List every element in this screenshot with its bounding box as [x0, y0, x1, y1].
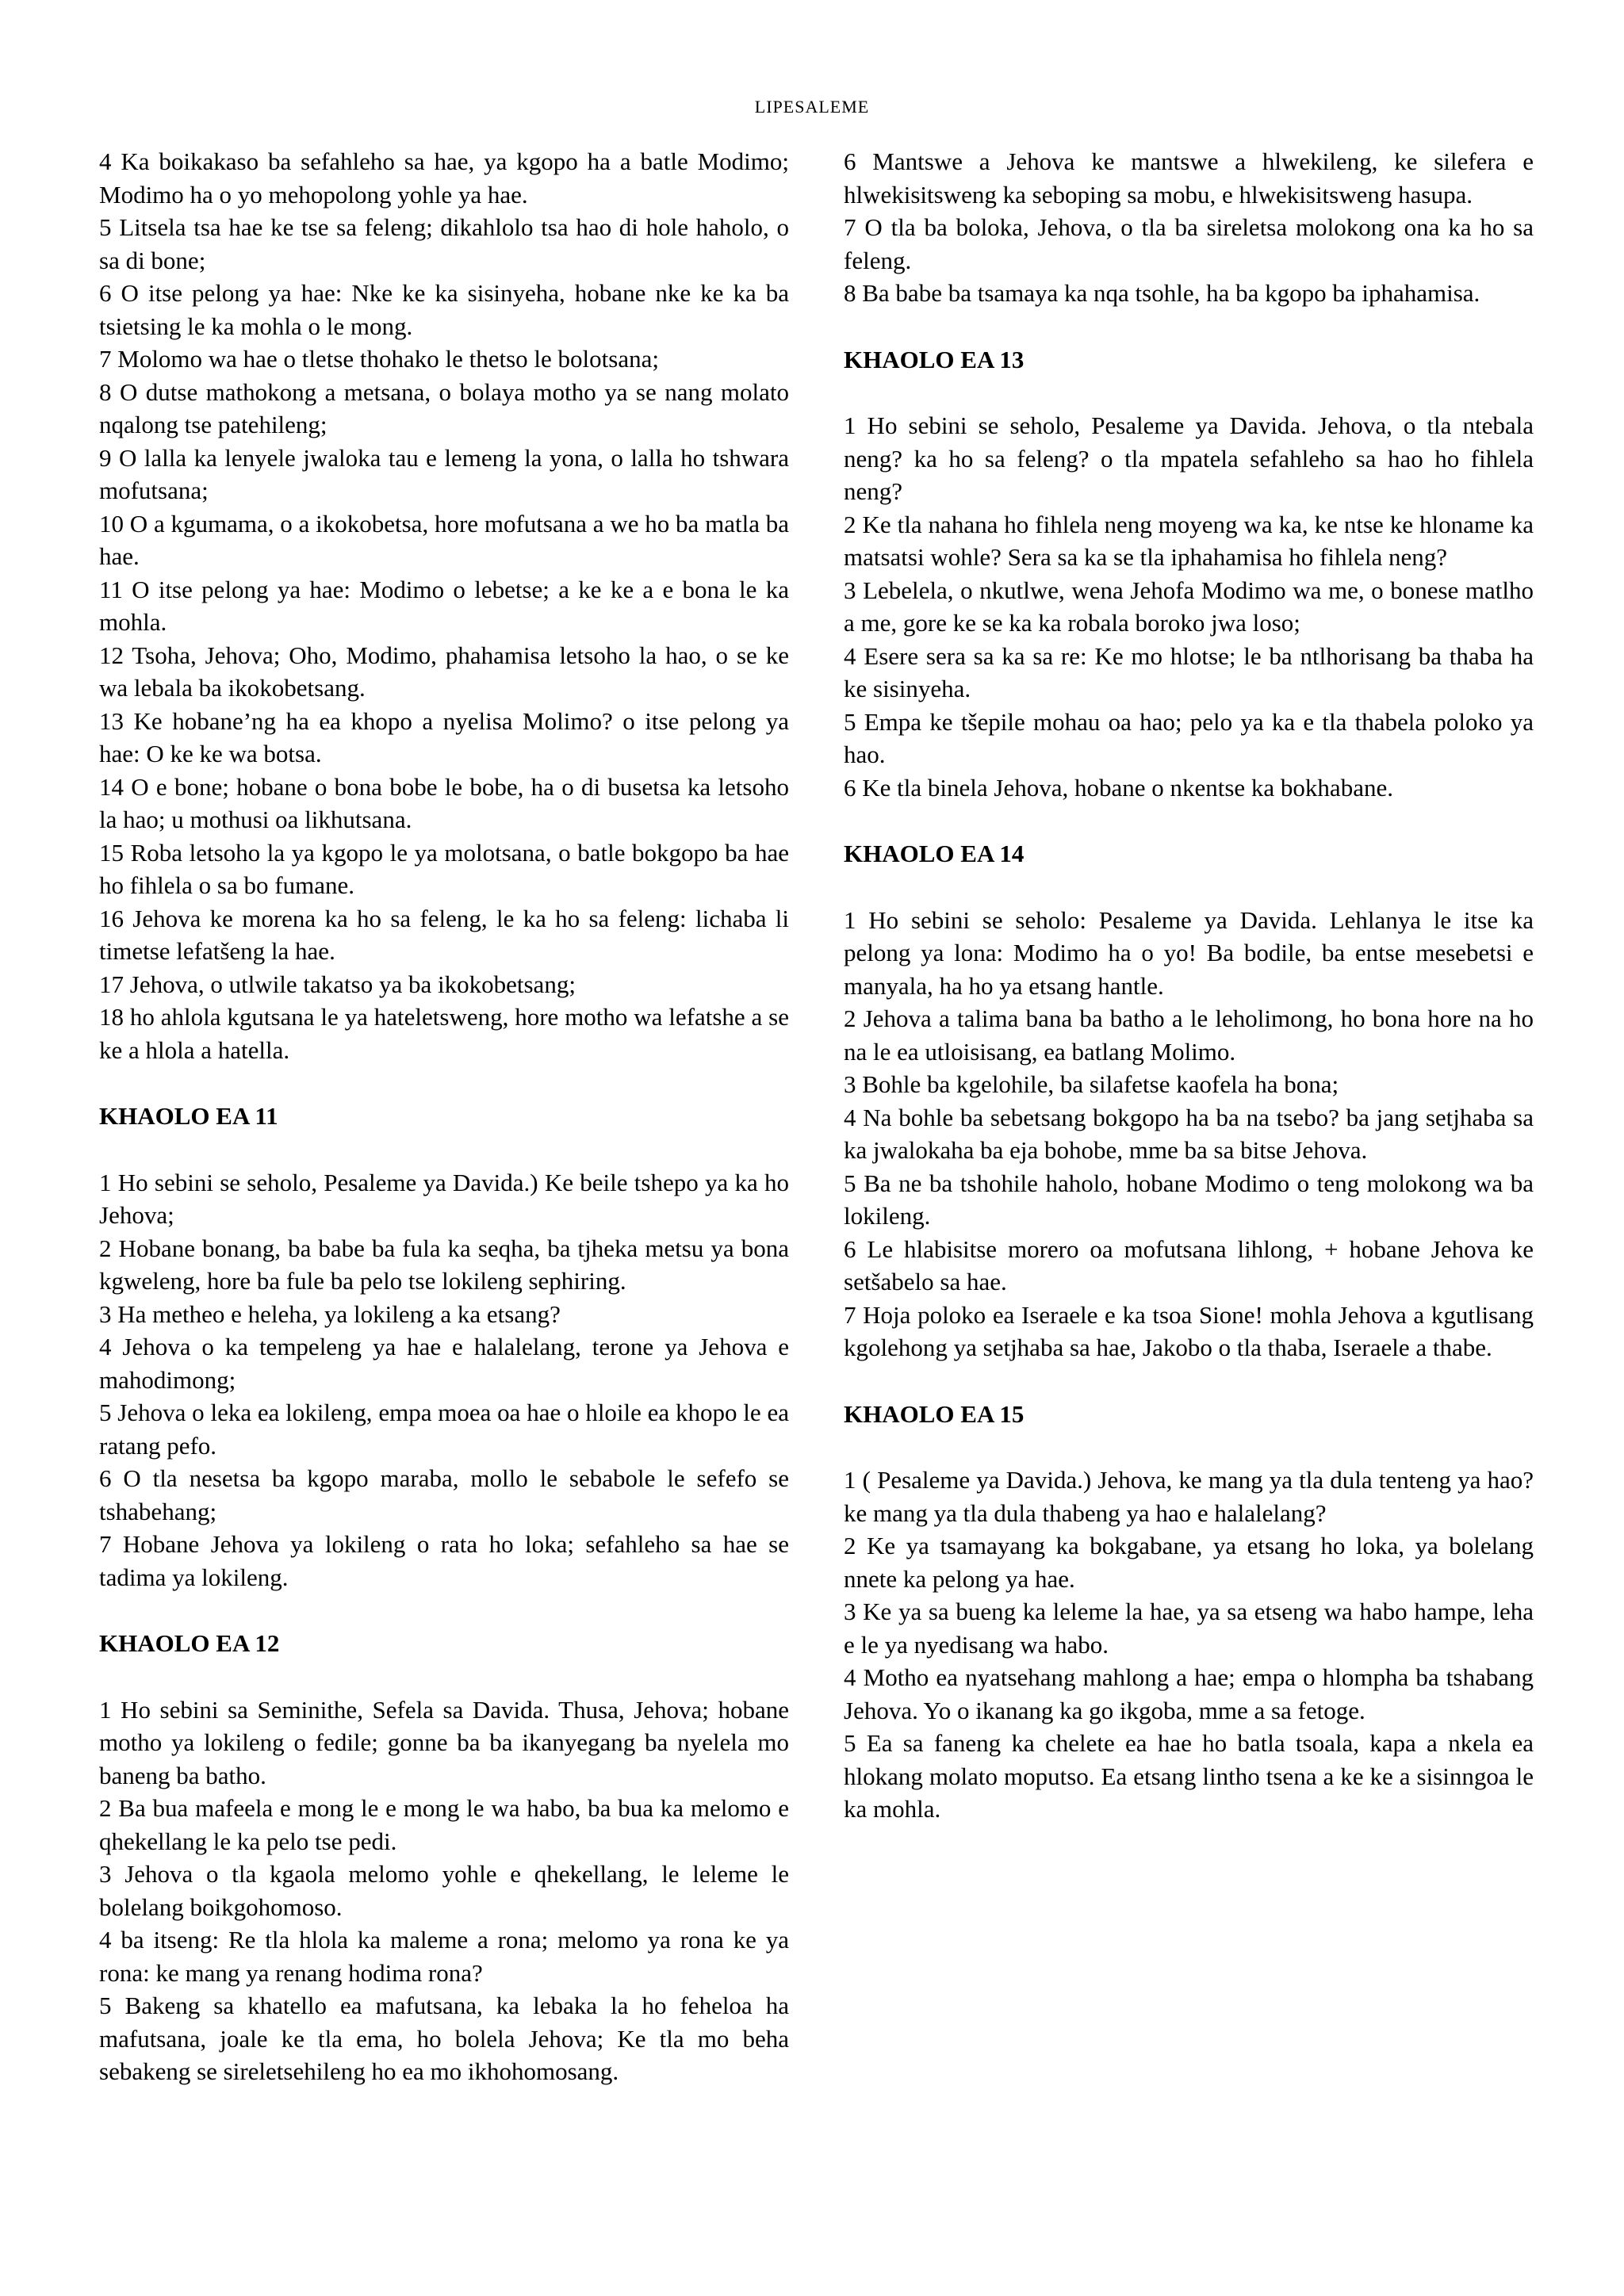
chapter-heading: KHAOLO EA 15 — [844, 1399, 1025, 1428]
chapter-12-verses-continued — [844, 145, 1534, 310]
verse: 4 ba itseng: Re tla hlola ka maleme a rona; melomo ya rona ke ya rona: ke mang ya renang hodima rona? — [99, 1926, 789, 1987]
chapter-12-verses — [99, 1693, 789, 2088]
verse: 7 O tla ba boloka, Jehova, o tla ba sireletsa molokong ona ka ho sa feleng. — [844, 213, 1534, 274]
chapter-heading: KHAOLO EA 12 — [99, 1629, 280, 1657]
verse: 11 O itse pelong ya hae: Modimo o lebetse; a ke ke a e bona le ka mohla. — [99, 575, 789, 636]
verse: 5 Empa ke tšepile mohau oa hao; pelo ya ka e tla thabela poloko ya hao. — [844, 707, 1534, 768]
chapter-13-verses — [844, 409, 1534, 804]
verse: 7 Hoja poloko ea Iseraele e ka tsoa Sione! mohla Jehova a kgutlisang kgolehong ya setjhaba sa hae, Jakobo o tla thaba, Iseraele a thabe. — [844, 1300, 1534, 1361]
verse: 6 Le hlabisitse morero oa mofutsana lihlong, + hobane Jehova ke setšabelo sa hae. — [844, 1234, 1534, 1295]
verse: 5 Ea sa faneng ka chelete ea hae ho batla tsoala, kapa a nkela ea hlokang molato moputso. Ea etsang lintho tsena a ke ke a sisinngoa le ka mohla. — [844, 1729, 1534, 1823]
chapter-10-verses — [99, 145, 789, 1066]
chapter-14-verses — [844, 904, 1534, 1364]
verse: 3 Ha metheo e heleha, ya lokileng a ka etsang? — [99, 1299, 561, 1328]
verse: 5 Ba ne ba tshohile haholo, hobane Modimo o teng molokong wa ba lokileng. — [844, 1169, 1534, 1230]
right-column — [844, 145, 1534, 1826]
verse: 1 Ho sebini se seholo, Pesaleme ya Davida. Jehova, o tla ntebala neng? ka ho sa feleng? o tla mpatela sefahleho sa hao ho fihlela neng? — [844, 411, 1534, 505]
verse: 3 Ke ya sa bueng ka leleme la hae, ya sa etseng wa habo hampe, leha e le ya nyedisang wa habo. — [844, 1598, 1534, 1659]
verse: 7 Hobane Jehova ya lokileng o rata ho loka; sefahleho sa hae se tadima ya lokileng. — [99, 1530, 789, 1591]
verse: 8 O dutse mathokong a metsana, o bolaya motho ya se nang molato nqalong tse patehileng; — [99, 377, 789, 438]
verse: 4 Na bohle ba sebetsang bokgopo ha ba na tsebo? ba jang setjhaba sa ka jwalokaha ba eja bohobe, mme ba sa bitse Jehova. — [844, 1103, 1534, 1164]
verse: 3 Lebelela, o nkutlwe, wena Jehofa Modimo wa me, o bonese matlho a me, gore ke se ka ka robala boroko jwa loso; — [844, 576, 1534, 637]
verse: 6 Ke tla binela Jehova, hobane o nkentse ka bokhabane. — [844, 773, 1393, 802]
verse: 4 Esere sera sa ka sa re: Ke mo hlotse; le ba ntlhorisang ba thaba ha ke sisinyeha. — [844, 641, 1534, 702]
chapter-15-verses — [844, 1464, 1534, 1826]
verse: 1 ( Pesaleme ya Davida.) Jehova, ke mang ya tla dula tenteng ya hao? ke mang ya tla dula thabeng ya hao e halalelang? — [844, 1466, 1534, 1527]
verse: 2 Jehova a talima bana ba batho a le leholimong, ho bona hore na ho na le ea utloisisang, ea batlang Molimo. — [844, 1004, 1534, 1066]
chapter-heading: KHAOLO EA 13 — [844, 345, 1025, 373]
chapter-11-verses — [99, 1166, 789, 1594]
verse: 5 Litsela tsa hae ke tse sa feleng; dikahlolo tsa hao di hole haholo, o sa di bone; — [99, 213, 789, 274]
verse: 1 Ho sebini se seholo: Pesaleme ya Davida. Lehlanya le itse ka pelong ya lona: Modimo ha o yo! Ba bodile, ba entse mesebetsi e manyala, ha ho ya etsang hantle. — [844, 905, 1534, 1000]
verse: 4 Jehova o ka tempeleng ya hae e halalelang, terone ya Jehova e mahodimong; — [99, 1333, 789, 1394]
verse: 2 Hobane bonang, ba babe ba fula ka seqha, ba tjheka metsu ya bona kgweleng, hore ba fule ba pelo tse lokileng sephiring. — [99, 1234, 789, 1295]
verse: 4 Motho ea nyatsehang mahlong a hae; empa o hlompha ba tshabang Jehova. Yo o ikanang ka go ikgoba, mme a sa fetoge. — [844, 1663, 1534, 1724]
verse: 6 Mantswe a Jehova ke mantswe a hlwekileng, ke silefera e hlwekisitsweng ka seboping sa mobu, e hlwekisitsweng hasupa. — [844, 147, 1534, 209]
verse: 2 Ke tla nahana ho fihlela neng moyeng wa ka, ke ntse ke hloname ka matsatsi wohle? Sera sa ka se tla iphahamisa ho fihlela neng? — [844, 510, 1534, 571]
left-column — [99, 145, 789, 2088]
verse: 3 Jehova o tla kgaola melomo yohle e qhekellang, le leleme le bolelang boikgohomoso. — [99, 1860, 789, 1921]
verse: 3 Bohle ba kgelohile, ba silafetse kaofela ha bona; — [844, 1070, 1339, 1098]
verse: 16 Jehova ke morena ka ho sa feleng, le ka ho sa feleng: lichaba li timetse lefatšeng la hae. — [99, 904, 789, 965]
verse: 4 Ka boikakaso ba sefahleho sa hae, ya kgopo ha a batle Modimo; Modimo ha o yo mehopolong yohle ya hae. — [99, 147, 789, 209]
verse: 2 Ke ya tsamayang ka bokgabane, ya etsang ho loka, ya bolelang nnete ka pelong ya hae. — [844, 1532, 1534, 1593]
verse: 6 O itse pelong ya hae: Nke ke ka sisinyeha, hobane nke ke ka ba tsietsing le ka mohla o le mong. — [99, 279, 789, 340]
verse: 5 Jehova o leka ea lokileng, empa moea oa hae o hloile ea khopo le ea ratang pefo. — [99, 1399, 789, 1460]
chapter-heading: KHAOLO EA 14 — [844, 840, 1025, 867]
verse: 10 O a kgumama, o a ikokobetsa, hore mofutsana a we ho ba matla ba hae. — [99, 509, 789, 570]
verse: 12 Tsoha, Jehova; Oho, Modimo, phahamisa letsoho la hao, o se ke wa lebala ba ikokobetsang. — [99, 641, 789, 702]
verse: 2 Ba bua mafeela e mong le e mong le wa habo, ba bua ka melomo e qhekellang le ka pelo tse pedi. — [99, 1794, 789, 1855]
verse: 14 O e bone; hobane o bona bobe le bobe, ha o di busetsa ka letsoho la hao; u mothusi oa likhutsana. — [99, 772, 789, 833]
verse: 9 O lalla ka lenyele jwaloka tau e lemeng la yona, o lalla ho tshwara mofutsana; — [99, 443, 789, 504]
verse: 5 Bakeng sa khatello ea mafutsana, ka lebaka la ho feheloa ha mafutsana, joale ke tla ema, ho bolela Jehova; Ke tla mo beha sebakeng se sireletsehileng ho ea mo ikhohomosang. — [99, 1992, 789, 2085]
verse: 13 Ke hobane’ng ha ea khopo a nyelisa Molimo? o itse pelong ya hae: O ke ke wa botsa. — [99, 706, 789, 767]
verse: 15 Roba letsoho la ya kgopo le ya molotsana, o batle bokgopo ba hae ho fihlela o sa bo fumane. — [99, 838, 789, 899]
verse: 18 ho ahlola kgutsana le ya hateletsweng, hore motho wa lefatshe a se ke a hlola a hatella. — [99, 1003, 789, 1064]
verse: 8 Ba babe ba tsamaya ka nqa tsohle, ha ba kgopo ba iphahamisa. — [844, 279, 1480, 307]
verse: 6 O tla nesetsa ba kgopo maraba, mollo le sebabole le sefefo se tshabehang; — [99, 1464, 789, 1525]
verse: 1 Ho sebini se seholo, Pesaleme ya Davida.) Ke beile tshepo ya ka ho Jehova; — [99, 1168, 789, 1229]
chapter-heading: KHAOLO EA 11 — [99, 1102, 278, 1130]
running-head: LIPESALEME — [754, 97, 870, 117]
verse: 1 Ho sebini sa Seminithe, Sefela sa Davida. Thusa, Jehova; hobane motho ya lokileng o fedile; gonne ba ba ikanyegang ba nyelela mo baneng ba batho. — [99, 1695, 789, 1789]
verse: 7 Molomo wa hae o tletse thohako le thetso le bolotsana; — [99, 345, 659, 373]
verse: 17 Jehova, o utlwile takatso ya ba ikokobetsang; — [99, 970, 576, 998]
